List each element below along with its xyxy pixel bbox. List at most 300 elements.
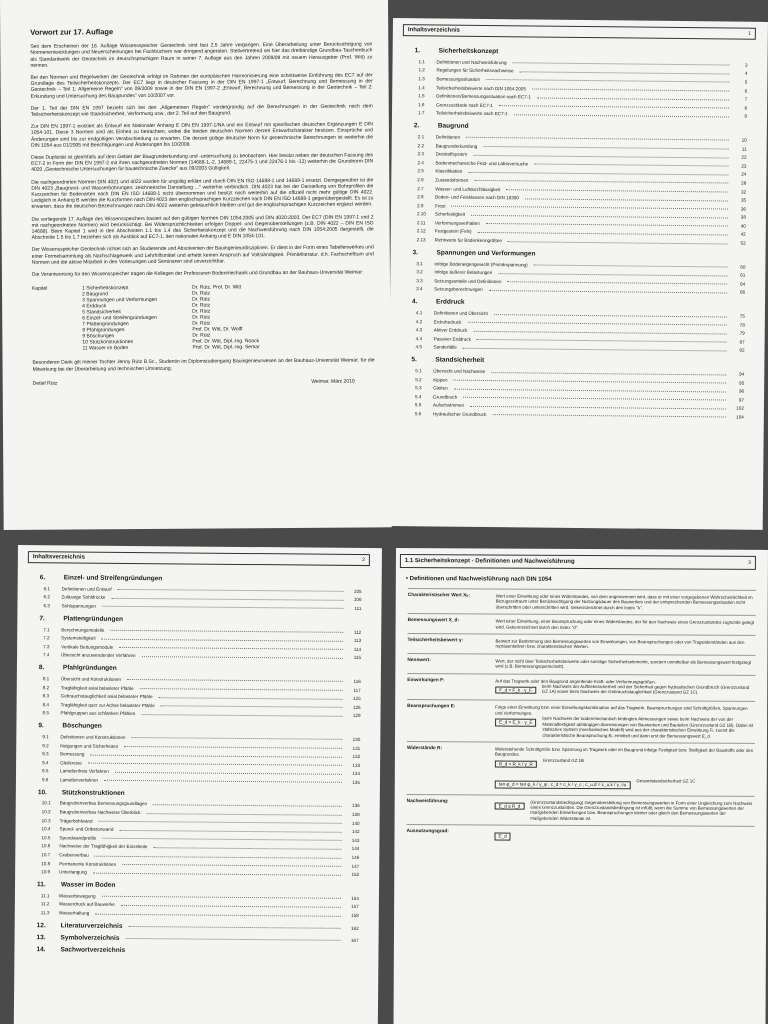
entry-title: Definitionen und Entwurf	[61, 586, 112, 592]
entry-page: 158	[351, 912, 359, 919]
entry-title: Lamellenfreie Verfahren	[60, 768, 109, 775]
entry-number: 1.1	[418, 59, 425, 65]
entry-title: Boden- und Felsklassen nach DIN 18300	[435, 194, 519, 201]
kapitel-author: Dr. Rütz	[192, 296, 211, 303]
entry-title: Aktiver Erddruck	[433, 327, 468, 334]
entry-number: 9.5	[42, 768, 49, 774]
chapter-title: Einzel- und Streifengründungen	[63, 574, 163, 583]
leader-dots	[115, 770, 342, 775]
entry-title: Bemessungssituation	[436, 76, 481, 82]
toc-chapter	[37, 922, 359, 932]
entry-title: Infolge Bodeneigengewicht (Primärspannung)	[434, 261, 528, 268]
entry-number: 9.6	[41, 777, 49, 783]
entry-title: Wasser- und Luftdurchlässigkeit	[435, 185, 501, 192]
kapitel-author: Prof. Dr. Witt, Dr. Wolff	[192, 326, 243, 333]
toc-entry	[37, 908, 359, 919]
entry-page: 79	[739, 330, 745, 336]
definition-row	[407, 633, 755, 655]
entry-page: 115	[353, 655, 362, 661]
definition-term	[407, 777, 495, 790]
header-title: 1.1 Sicherheitskonzept - Definitionen und Nachweisführung	[404, 558, 575, 565]
entry-page: 23	[741, 163, 747, 169]
entry-title: Sohlspannungen	[61, 603, 96, 609]
leader-dots	[159, 695, 343, 700]
entry-page: 147	[351, 863, 360, 869]
formula-box: R_d = R_k / γ_R	[495, 760, 537, 768]
place-date: Weimar, März 2010	[311, 378, 355, 385]
chapter-number: 5.	[411, 356, 417, 364]
definition-row	[407, 673, 755, 702]
entry-title: Vertikale Bettungsmodule	[61, 644, 114, 650]
entry-number: 3.4	[416, 286, 423, 292]
chapter-number: 14.	[36, 945, 46, 954]
entry-page: 6	[744, 88, 748, 94]
definition-body	[494, 830, 754, 844]
definition-term: Nennwert:	[407, 657, 431, 664]
thanks-text: Besonderen Dank gilt meiner Tochter Jenny Rütz B.Sc., Studentin im Diplomstudiengang Bauingenieurwesen an der Bauhaus-Universität Weimar, für die Mitwirkung bei der Überarbeitung und technischen Umsetzung.	[32, 357, 375, 373]
bullet-text: Definitionen und Nachweisführung nach DIN 1054	[409, 576, 552, 583]
entry-number: 10.9	[41, 869, 51, 875]
entry-page: 94	[739, 371, 745, 377]
leader-dots	[153, 845, 341, 850]
chapter-title: Erddruck	[435, 298, 465, 307]
kapitel-author: Dr. Rütz	[192, 320, 211, 327]
entry-page: 60	[740, 264, 746, 270]
chapter-title: Böschungen	[62, 722, 102, 730]
entry-title: Hydraulischer Grundbruch	[432, 411, 487, 417]
definition-row	[407, 653, 755, 675]
entry-title: Übersicht und Konstruktionen	[60, 676, 122, 682]
toc-chapter	[39, 664, 361, 674]
leader-dots	[128, 924, 340, 929]
definition-body	[496, 619, 756, 631]
kapitel-author: Dr. Rütz	[192, 302, 211, 309]
entry-number: 1.4	[418, 84, 425, 90]
entry-page: 113	[353, 638, 362, 644]
entry-number: 5.1	[415, 368, 422, 374]
leader-dots	[142, 654, 343, 659]
entry-number: 5.4	[415, 394, 422, 400]
toc-chapter	[37, 881, 359, 891]
entry-title: Setzungsberechnungen	[434, 286, 483, 293]
leader-dots	[506, 187, 728, 192]
chapter-title: Standsicherheit	[435, 356, 485, 365]
leader-dots	[525, 196, 728, 201]
kapitel-title: 3 Spannungen und Verformungen	[82, 297, 158, 304]
formula-note: (Grenzzustandsbedingung) Gegenüberstellung von Bemessungswerten in Form einer Ungleichung zum Nachweis eines Grenzzustandes. Die Grenzzustandsbedingung ist erfüllt, wenn die Summe von Bemessungswerten der maßgebenden Einwirkungen bzw. Beanspruchungen kleiner oder gleich den Bemessungswerten der maßgebenden Widerstände ist.	[530, 799, 753, 821]
entry-number: 8.3	[42, 693, 50, 699]
entry-number: 10.2	[41, 809, 51, 815]
entry-title: Tragfähigkeit axial belasteter Pfähle	[60, 684, 134, 691]
definition-body	[495, 778, 755, 792]
chapter-number: 13.	[36, 933, 46, 942]
kapitel-title: 5 Standsicherheit	[82, 309, 121, 316]
entry-page: 96	[738, 388, 745, 394]
entry-number: 5.6	[414, 411, 422, 417]
leader-dots	[102, 604, 344, 609]
entry-title: Dreistoffsystem	[435, 151, 468, 157]
entry-number: 2.6	[417, 177, 424, 183]
leader-dots	[471, 213, 728, 219]
kapitel-title: 8 Pfahlgründungen	[82, 327, 125, 334]
entry-number: 2.11	[416, 220, 426, 226]
entry-title: Bodenmechanische Feld- und Laborversuche	[435, 160, 529, 167]
vorwort-paragraph: Die nachgeordneten Normen DIN 4021 und 4022 wurden für ungültig erklärt und durch DIN EN ISO 14688-1 und 14689-1 ersetzt. Demgegenüber ist die DIN 4023 „Baugrund- und Wasserbohrungen; zeichnerische Darstellung ..." weiterhin verbindlich. DIN 4023 hat bei der Darstellung von Bohrprofilen die Kurzzeichen für Bodenarten nach DIN EN ISO 14688-1 nicht übernommen und besitzt noch weiterhin auf die offiziell nicht mehr gültige DIN 4022. Lediglich in Anhang B werden die Kurzformen nach DIN 4023 den englischsprachigen Kurzzeichen nach DIN EN ISO 14688-1 gegenübergestellt. Es ist zu erwarten, dass die deutschen Bezeichnungen nach DIN 4022 weiterhin gebräuchlich bleiben und gut die englischsprachigen Kurzzeichen ergänzt werden.	[31, 177, 374, 211]
definition-term: Beanspruchungen E:	[407, 704, 456, 710]
leader-dots	[477, 337, 727, 343]
definition-text: Widerstehende Schnittgröße bzw. Spannung im Tragwerk oder im Baugrund infolge Festigkeit bzw. Steifigkeit der Baustoffe oder des Baugrundes.	[494, 746, 754, 757]
leader-dots	[514, 112, 729, 117]
entry-number: 6.1	[43, 586, 51, 592]
kapitel-table	[32, 284, 374, 352]
definition-row	[406, 824, 754, 847]
entry-page: 42	[740, 232, 746, 238]
entry-number: 3.3	[416, 278, 423, 284]
entry-title: Setzungsanteile und Definitionen	[434, 278, 502, 285]
leader-dots	[473, 152, 728, 158]
entry-number: 6.2	[43, 594, 50, 600]
formula-box: E_d ≤ R_d	[495, 802, 525, 810]
kapitel-author: Prof. Dr. Witt, Dipl.-Ing. Semar	[192, 344, 260, 351]
entry-page: 78	[739, 322, 745, 328]
leader-dots	[99, 819, 342, 824]
entry-page: 32	[741, 189, 747, 195]
toc-entry	[37, 868, 359, 879]
entry-title: Verformungsverhalten	[434, 220, 480, 226]
entry-title: Baugrubenverbau Nachweise Überblick	[59, 809, 141, 816]
definition-term: Einwirkungen F:	[407, 677, 445, 683]
entry-number: 9.1	[42, 734, 49, 740]
entry-page: 105	[353, 588, 362, 594]
entry-number: 10.5	[41, 835, 51, 841]
entry-title: Sonderfälle	[433, 344, 457, 351]
entry-page: 112	[353, 629, 362, 635]
vorwort-paragraphs	[30, 42, 374, 278]
leader-dots	[483, 144, 728, 150]
entry-number: 1.2	[418, 67, 425, 73]
entry-page: 7	[744, 96, 748, 102]
vorwort-paragraph: Die Verantwortung für den Wissensspeicher tragen die Kollegen der Professuren Bodenmechanik und Grundbau an der Bauhaus-Universität Weimar:	[31, 269, 364, 278]
entry-title: Gleiten	[433, 385, 448, 391]
entry-number: 4.3	[415, 327, 423, 333]
entry-title: Teilsicherheitsbeiwerte nach DIN 1054:2005	[436, 85, 526, 91]
entry-page: 8	[744, 105, 748, 111]
leader-dots	[454, 386, 726, 392]
entry-number: 2.9	[417, 202, 424, 209]
entry-number: 5.2	[415, 376, 422, 382]
chapter-title: Pfahlgründungen	[62, 664, 117, 673]
leader-dots	[498, 271, 727, 276]
leader-dots	[532, 87, 729, 92]
entry-title: Erdruhedruck	[433, 319, 462, 325]
formula-box: F_d = F_k · γ_F	[495, 687, 536, 695]
entry-title: Baugrunderkundung	[435, 143, 478, 149]
page-vorwort	[0, 0, 392, 530]
entry-page: 152	[351, 872, 360, 878]
vorwort-title: Vorwort zur 17. Auflage	[30, 27, 114, 37]
definition-text: Folge einer Einwirkung bzw. einer Einwirkungskombination auf das Tragwerk. Beanspruchungen sind Schnittgrößen, Spannungen und Verformungen.	[495, 704, 748, 716]
entry-title: Scherfestigkeit	[434, 211, 466, 218]
leader-dots	[127, 677, 343, 682]
entry-title: Bemessung	[60, 751, 85, 757]
entry-number: 9.2	[42, 742, 49, 748]
toc-chapter	[40, 574, 362, 584]
entry-number: 7.2	[43, 635, 50, 641]
toc-chapter	[36, 946, 358, 956]
entry-page: 36	[740, 206, 747, 212]
chapter-title: Wasser im Boden	[61, 881, 116, 889]
leader-dots	[537, 95, 729, 100]
kapitel-title: 2 Baugrund	[82, 291, 108, 298]
leader-dots	[119, 645, 343, 650]
entry-page: 9	[744, 114, 748, 120]
entry-number: 9.4	[42, 759, 49, 765]
definition-text: Wert einer Einwirkung, einer Beanspruchung oder eines Widerstandes, der für den Nachweis eines Grenzzustandes zugrunde gelegt wird. Gekennzeichnet durch den Index "d".	[495, 618, 755, 630]
kapitel-author: Dr. Rütz	[192, 314, 211, 321]
definitions-list	[394, 588, 767, 848]
chapter-page: 162	[350, 925, 359, 931]
entry-title: Tragfähigkeit quer zur Achse belasteter Pfähle	[60, 702, 155, 708]
entry-number: 2.2	[417, 142, 425, 148]
definition-body	[495, 658, 755, 670]
entry-page: 144	[351, 846, 360, 852]
chapter-number: 10.	[37, 788, 47, 796]
leader-dots	[466, 135, 729, 141]
entry-number: 10.7	[41, 852, 51, 858]
entry-title: Berechnungsmodelle	[61, 626, 105, 633]
entry-page: 131	[352, 745, 361, 751]
formula-box: E_d = E_k · γ_E	[495, 719, 536, 727]
entry-number: 1.5	[418, 93, 425, 99]
leader-dots	[463, 346, 727, 352]
leader-dots	[146, 811, 341, 816]
entry-title: Klassifikation	[435, 168, 463, 175]
definition-body	[496, 594, 756, 612]
chapter-page: 167	[350, 937, 359, 943]
chapter-title: Baugrund	[437, 122, 469, 130]
toc-entry	[39, 651, 361, 662]
definition-text: Auf das Tragwerk oder den Baugrund angreifende Kraft- oder Verformungsgrößen.	[495, 678, 656, 685]
entry-page: 87	[739, 339, 745, 345]
entry-number: 6.3	[43, 603, 50, 609]
leader-dots	[470, 404, 726, 410]
page-number: 2	[362, 557, 365, 564]
vorwort-paragraph: Diese Duplizität ist gleichfalls auf dem Gebiet der Baugrunderkundung und -untersuchung zu beobachten. Hier besitzt neben der deutschen Fassung des EC7-2 in Form der DIN EN 1997-2 mit ihren nachgeordneten Normen (14688-1,-2, 14689-1, 22475-1 und 22476-1 bis -12) weiterhin die Grundnorm DIN 4020 „Geotechnische Untersuchungen für bautechnische Zwecke" aus 09/2003 Gültigkeit.	[31, 152, 374, 174]
leader-dots	[119, 828, 341, 833]
leader-dots	[451, 204, 728, 210]
entry-page: 104	[736, 414, 744, 420]
entry-page: 24	[741, 171, 747, 178]
page-header	[400, 554, 756, 570]
toc-chapter	[413, 249, 746, 259]
definition-text: Wert, der nicht über Teilsicherheitsbeiwerte oder sonstige Sicherheitselemente, sondern unmittelbar als Bemessungswert festgelegt wird (z.B. Bemessungsquerschnitt).	[495, 658, 752, 670]
entry-title: Zulässige Sohldrücke	[61, 594, 106, 601]
kapitel-title: 7 Plattengründungen	[82, 321, 129, 328]
leader-dots	[118, 587, 344, 592]
entry-page: 129	[352, 713, 361, 719]
chapter-number: 4.	[411, 298, 418, 306]
entry-page: 38	[740, 214, 746, 221]
entry-page: 3	[744, 62, 748, 68]
entry-title: Gleitkreise	[60, 760, 82, 766]
chapter-number: 3.	[412, 249, 419, 257]
vorwort-paragraph: Bei den Normen und Regelwerken der Geotechnik erfolgt im Rahmen der europäischen Harmonisierung eine schrittweise Einführung des EC7 auf der Grundlage des Teilsicherheitskonzepts. Der EC7 liegt in deutscher Fassung in der DIN EN 1997-1 „Entwurf, Berechnung und Bemessung in der Geotechnik – Teil 1: Allgemeine Regeln" von 09/2009 sowie in der DIN EN 1997-2 „Entwurf, Berechnung und Bemessung in der Geotechnik – Teil 2: Erkundung und Untersuchung des Baugrundes" von 10/2007 vor.	[30, 72, 373, 100]
entry-number: 11.3	[40, 910, 50, 916]
leader-dots	[486, 221, 728, 227]
entry-page: 134	[352, 771, 361, 777]
kapitel-title: 1 Sicherheitskonzept	[81, 285, 129, 292]
entry-number: 4.4	[415, 336, 423, 342]
leader-dots	[102, 836, 341, 841]
entry-title: Übersicht und Nachweise	[433, 368, 486, 375]
entry-number: 10.3	[41, 817, 51, 823]
leader-dots	[508, 239, 728, 244]
kapitel-author: Dr. Rütz	[192, 332, 211, 339]
chapter-number: 9.	[38, 722, 44, 730]
leader-dots	[131, 735, 342, 740]
header-title: Inhaltsverzeichnis	[32, 554, 85, 561]
entry-number: 2.5	[417, 168, 424, 174]
kapitel-author: Dr. Rütz, Prof. Dr. Witt	[191, 284, 242, 291]
leader-dots	[491, 370, 726, 375]
entry-number: 4.5	[415, 344, 422, 350]
entry-title: Definitionen	[435, 134, 461, 140]
entry-number: 4.1	[415, 310, 423, 316]
entry-page: 135	[352, 779, 360, 785]
page-number: 3	[748, 559, 751, 566]
entry-number: 8.1	[42, 676, 50, 682]
definition-row	[407, 773, 755, 795]
kapitel-title: 4 Erddruck	[82, 303, 107, 310]
leader-dots	[125, 936, 340, 941]
entry-title: Richtwerte für Bodenkenngrößen	[434, 237, 503, 244]
toc-chapter	[414, 122, 747, 132]
entry-number: 2.4	[417, 159, 424, 166]
toc-list	[389, 36, 768, 422]
entry-title: Übersicht anzuwendender Verfahren	[61, 652, 136, 659]
definition-row	[407, 741, 755, 775]
entry-page: 4	[744, 71, 748, 77]
definition-term: Widerstände R:	[406, 745, 443, 752]
chapter-title: Sicherheitskonzept	[438, 47, 499, 56]
leader-dots	[93, 870, 341, 875]
definition-text: Beiwert zur Bestimmung des Bemessungswertes von Einwirkungen, von Beanspruchungen oder von Tragwiderständen aus den repräsentativen bzw. charakteristischen Werten.	[495, 638, 745, 650]
leader-dots	[95, 911, 341, 916]
leader-dots	[121, 903, 341, 908]
chapter-title: Symbolverzeichnis	[60, 934, 120, 942]
formula-note: Grenzzustand GZ 1B	[542, 757, 584, 763]
kapitel-title: 9 Böschungen	[82, 333, 115, 340]
entry-page: 52	[740, 240, 746, 246]
entry-number: 2.3	[417, 151, 424, 157]
leader-dots	[140, 686, 343, 691]
toc-chapter	[38, 789, 360, 799]
chapter-number: 11.	[37, 881, 46, 889]
leader-dots	[454, 378, 727, 384]
entry-page: 97	[738, 397, 745, 403]
entry-title: Kippen	[433, 377, 448, 383]
entry-title: Definitionen und Nachweisführung	[436, 59, 507, 65]
definition-body	[495, 678, 755, 697]
definition-body	[495, 705, 755, 739]
entry-title: Baugrubenverbau Bemessungsgrundlagen	[59, 800, 148, 807]
entry-number: 10.6	[41, 843, 51, 849]
kapitel-author: Dr. Rütz	[192, 308, 211, 315]
definition-term: Charakteristischer Wert Xₖ:	[407, 593, 470, 599]
entry-title: Grundbruch	[433, 394, 458, 400]
entry-page: 146	[351, 854, 360, 861]
leader-dots	[478, 230, 728, 236]
entry-number: 4.2	[415, 318, 423, 324]
vorwort-paragraph: Die vorliegende 17. Auflage des Wissensspeichers basiert auf den gültigen Normen DIN 1054:2005 und DIN 4020:2003. Der EC7 (DIN EN 1997-1 und 2 mit nachgeordneten Normen) wird berücksichtigt. Bei Widersprüchlichkeiten erfolgen Doppel- und Gegenüberstellungen (z.B. DIN 4022 – DIN EN ISO 14688). Beim Kapitel 1 wird in den Abschnitten 1.1 bis 1.4 das Sicherheitskonzept und die Nachweisführung nach DIN 1054:2005 dargestellt, die Abschnitte 1.5 bis 1.7 beziehen sich als Ausblick auf EC7-1, den nationalen Anhang und E DIN 1054-101.	[31, 214, 374, 242]
entry-title: Definitionen und Übersicht	[433, 310, 488, 317]
formula-box: tan φ_d = tan φ_k / γ_φ ; c_d = c_k / γ_c ; c_u,d = c_u,k / γ_cu	[495, 781, 631, 789]
entry-number: 2.13	[416, 237, 426, 243]
formula-note: beim Nachweis der Auftriebssicherheit und der Sicherheit gegen hydraulischen Grundbruch (Grenzzustand GZ 1A) sowie beim Nachweis der Gebrauchstauglichkeit (Grenzzustand GZ 1C).	[541, 683, 750, 696]
entry-title: Regelungen für Sicherheitsnachweise	[436, 67, 514, 74]
leader-dots	[534, 162, 728, 167]
leader-dots	[141, 712, 342, 717]
leader-dots	[513, 61, 730, 66]
entry-title: Festgestein (Fels)	[434, 228, 472, 235]
entry-number: 2.8	[417, 194, 424, 200]
kapitel-title: 11 Wasser im Boden	[82, 345, 129, 352]
definition-row	[408, 613, 756, 635]
kapitel-title: 6 Einzel- und Streifengründungen	[82, 315, 157, 322]
entry-number: 2.7	[417, 185, 424, 191]
entry-title: Spundwandprofile	[59, 835, 97, 841]
leader-dots	[520, 69, 730, 74]
entry-title: Teilsicherheitsbeiwerte nach EC7-1	[435, 110, 508, 117]
entry-page: 35	[740, 197, 747, 203]
entry-title: Permanente Konstruktionen	[59, 861, 117, 867]
formula-row	[495, 799, 755, 822]
formula-row	[495, 757, 755, 771]
entry-title: Frost	[435, 203, 446, 209]
entry-title: Spund- und Ortbetonwand	[59, 826, 114, 833]
entry-page: 61	[740, 272, 746, 278]
entry-page: 154	[351, 895, 359, 901]
entry-page: 143	[351, 837, 360, 843]
entry-page: 142	[351, 829, 360, 835]
formula-row	[494, 830, 754, 844]
leader-dots	[474, 178, 728, 184]
leader-dots	[161, 703, 343, 708]
definition-body	[495, 746, 755, 771]
page-definitions	[394, 548, 768, 1024]
entry-number: 1.6	[418, 102, 425, 108]
formula-row	[495, 778, 755, 792]
definition-term: Bemessungswert X_d:	[407, 618, 460, 624]
entry-page: 5	[744, 79, 748, 85]
leader-dots	[467, 320, 726, 326]
page-toc-2	[14, 545, 382, 1024]
entry-number: 9.3	[42, 751, 49, 757]
chapter-number: 1.	[414, 47, 421, 55]
vorwort-paragraph: Seit dem Erscheinen der 16. Auflage Wissensspeicher Geotechnik sind fast 2,5 Jahre vergangen. Eine Überarbeitung unter Berücksichtigung von Normenentwicklungen und Neuerscheinungen bei Fachbüchern war dringend angeraten. Stellvertretend sei hier das dreibändige Grundbau-Taschenbuch als Standardwerk der Geotechnik im deutschsprachigen Raum in seiner 7. Auflage aus den Jahren 2008/09 mit neuem Herausgeber (Prof. Witt) zu nennen.	[30, 41, 373, 69]
entry-title: Zustandsformen	[435, 177, 469, 183]
entry-page: 28	[741, 180, 747, 186]
entry-number: 8.2	[42, 684, 50, 690]
entry-title: Infolge äußerer Belastungen	[434, 269, 493, 276]
leader-dots	[111, 596, 343, 601]
leader-dots	[88, 761, 342, 766]
definition-term: Teilsicherheitsbeiwert γ:	[407, 638, 464, 644]
entry-number: 11.1	[40, 893, 50, 899]
vorwort-paragraph: Der 1. Teil der DIN EN 1997 bezieht sich bei den „Allgemeinen Regeln" vordergründig auf die Berechnungen in der Geotechnik nach dem Teilsicherheitskonzept wie Standsicherheit, Verformung usw., der 2. Teil auf den Baugrund.	[30, 103, 373, 118]
definition-row	[407, 700, 755, 743]
entry-page: 125	[352, 696, 361, 702]
